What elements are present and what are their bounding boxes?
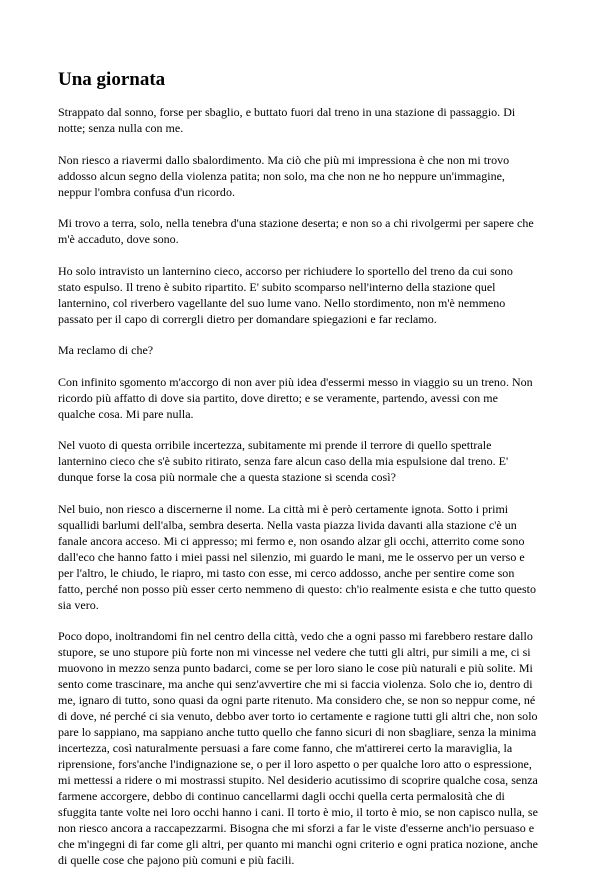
paragraph-4: Ho solo intravisto un lanternino cieco, accorso per richiudere lo sportello del treno da cui sono stato espulso. Il treno è subito ripartito. E' subito scomparso nell'interno della stazione quel lanternino, col riverbero vagellante del suo lume vano. Nello stordimento, non m'è nemmeno passato per il capo di corrergli dietro per domandare spiegazioni e far reclamo. [58, 263, 513, 326]
paragraph-8: Nel buio, non riesco a discernerne il nome. La città mi è però certamente ignota. Sotto i primi squallidi barlumi dell'alba, sembra deserta. Nella vasta piazza livida davanti alla stazione c'è un fanale ancora acceso. Mi ci appresso; mi fermo e, non osando alzar gli occhi, atterrito come sono dall'eco che hanno fatto i miei passi nel silenzio, mi guardo le mani, me le osservo per un verso e per l'altro, le chiudo, le riapro, mi tasto con esse, mi cerco addosso, anche per sentire come son fatto, perché non posso più esser certo nemmeno di questo: ch'io realmente esista e che tutto questo sia vero. [58, 501, 537, 612]
paragraph-1: Strappato dal sonno, forse per sbaglio, e buttato fuori dal treno in una stazione di passaggio. Di notte; senza nulla con me. [58, 105, 516, 135]
paragraph-9: Poco dopo, inoltrandomi fin nel centro della città, vedo che a ogni passo mi farebbero restare dallo stupore, se uno stupore più forte non mi vincesse nel vedere che tutti gli altri, pur simili a me, ci si muovono in mezzo senza punto badarci, come se per loro siano le cose più naturali e più solite. Mi sento come trascinare, ma anche qui senz'avvertire che mi si faccia violenza. Solo che io, dentro di me, ignaro di tutto, sono quasi da ogni parte ritenuto. Ma considero che, se non so neppur come, né di dove, né perché ci sia venuto, debbo aver torto io certamente e ragione tutti gli altri che, non solo pare lo sappiano, ma sappiano anche tutto quello che fanno sicuri di non sbagliare, senza la minima incertezza, così naturalmente persuasi a fare come fanno, che m'attirerei certo la maraviglia, la riprensione, fors'anche l'indignazione se, o per il loro aspetto o per qualche loro atto o espressione, mi mettessi a ridere o mi mostrassi stupito. Nel desiderio acutissimo di scoprire qualche cosa, senza farmene accorgere, debbo di continuo cancellarmi dagli occhi quella certa permalosità che di sfuggita tante volte nei loro occhi hanno i cani. Il torto è mio, il torto è mio, se non capisco nulla, se non riesco ancora a raccapezzarmi. Bisogna che mi sforzi a far le viste d'esserne anch'io persuaso e che m'ingegni di far come gli altri, per quanto mi manchi ogni criterio e ogni pratica nozione, anche di quelle cose che pajono più comuni e più facili. [58, 629, 539, 867]
document-title: Una giornata [58, 69, 166, 90]
document-page [58, 64, 538, 884]
paragraph-3: Mi trovo a terra, solo, nella tenebra d'una stazione deserta; e non so a chi rivolgermi per sapere che m'è accaduto, dove sono. [58, 216, 534, 246]
paragraph-7: Nel vuoto di questa orribile incertezza, subitamente mi prende il terrore di quello spettrale lanternino cieco che s'è subito ritirato, senza fare alcun caso della mia espulsione dal treno. E' dunque forse la cosa più normale che a questa stazione si scenda così? [58, 438, 509, 484]
paragraph-2: Non riesco a riavermi dallo sbalordimento. Ma ciò che più mi impressiona è che non mi trovo addosso alcun segno della violenza patita; non solo, ma che non ne ho neppure un'immagine, neppur l'ombra confusa d'un ricordo. [58, 152, 510, 199]
paragraph-5: Ma reclamo di che? [58, 343, 154, 357]
paragraph-6: Con infinito sgomento m'accorgo di non aver più idea d'essermi messo in viaggio su un treno. Non ricordo più affatto di dove sia partito, dove diretto; e se veramente, partendo, avessi con me qualche cosa. Mi pare nulla. [58, 374, 533, 421]
